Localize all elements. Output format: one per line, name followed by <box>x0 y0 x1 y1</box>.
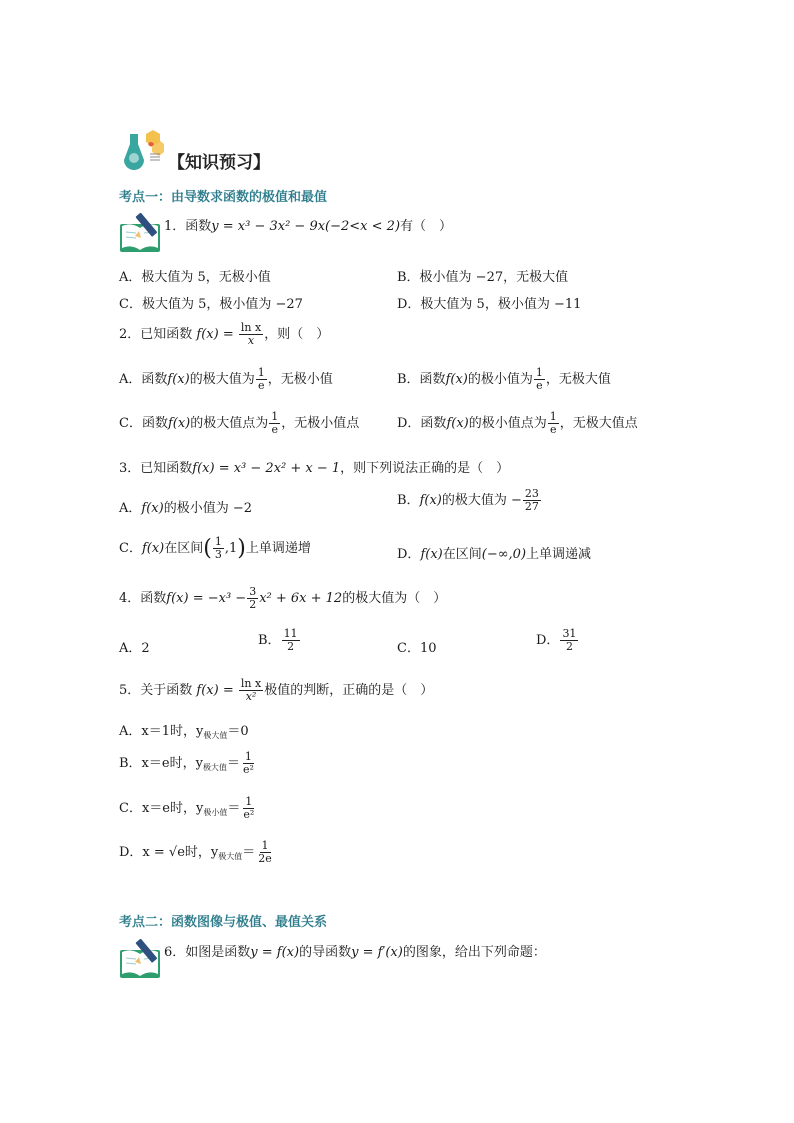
stem-text: 3．已知函数 <box>119 461 193 476</box>
denominator: 2 <box>249 598 257 611</box>
option-a <box>119 367 333 392</box>
denominator: e <box>271 423 279 436</box>
option-c: C．10 <box>397 641 437 656</box>
option-text: 的极大值为 <box>189 372 255 387</box>
option-text: C．x＝e时，y <box>119 801 204 816</box>
option-text: 的极小值点为 <box>468 416 547 431</box>
option-text: 的极小值为 <box>467 372 533 387</box>
paren-right: ) <box>237 536 246 561</box>
question-1-stem <box>164 215 452 234</box>
question-3-stem <box>119 457 509 476</box>
option-a <box>119 720 249 741</box>
numerator: 31 <box>562 627 577 640</box>
subscript: 极大值 <box>203 731 228 740</box>
formula: f(x) = <box>196 327 234 342</box>
subscript: 极小值 <box>203 808 228 817</box>
option-text: C．函数 <box>119 416 168 431</box>
stem-text: 1．函数 <box>164 219 212 234</box>
paren-left: ( <box>203 536 212 561</box>
option-text: B．x＝e时，y <box>119 756 203 771</box>
fraction <box>269 411 280 436</box>
denominator: e <box>549 423 557 436</box>
formula: x² + 6x + 12 <box>259 591 343 606</box>
numerator: ln x <box>240 677 262 690</box>
option-text: 在区间 <box>164 541 204 556</box>
denominator: x <box>247 334 255 347</box>
fraction <box>247 586 258 611</box>
option-text: 的极大值为 − <box>441 493 522 508</box>
section-heading: 考点二：函数图像与极值、最值关系 <box>119 915 328 930</box>
option-d <box>397 411 638 436</box>
denominator: 27 <box>524 500 539 513</box>
denominator: 2 <box>565 640 573 653</box>
option-d <box>119 840 275 865</box>
denominator: e <box>536 379 543 392</box>
option-text: ，无极大值 <box>545 372 611 387</box>
option-text: D． <box>536 633 560 648</box>
formula: f(x) <box>167 416 191 431</box>
formula: f(x) = <box>196 683 234 698</box>
stem-text: 2．已知函数 <box>119 327 193 342</box>
stem-text: 6．如图是函数 <box>164 945 251 960</box>
option-text: ，无极小值 <box>267 372 333 387</box>
option-b <box>119 751 257 776</box>
flask-icon <box>122 130 164 170</box>
formula: f(x) <box>419 493 442 508</box>
numerator: 1 <box>261 839 269 852</box>
formula: y = f′(x) <box>351 945 403 960</box>
stem-text: 4．函数 <box>119 591 167 606</box>
option-text: A． <box>119 501 142 516</box>
formula: f(x) <box>141 501 164 516</box>
option-text: B．函数 <box>397 372 446 387</box>
option-b <box>397 488 542 513</box>
option-text: D． <box>397 547 421 562</box>
question-6-stem <box>164 941 546 960</box>
numerator: 1 <box>271 410 279 423</box>
numerator: 1 <box>244 750 252 763</box>
numerator: 1 <box>549 410 557 423</box>
fraction <box>560 628 578 653</box>
numerator: 3 <box>249 585 257 598</box>
option-a <box>119 497 252 516</box>
formula: y = x³ − 3x² − 9x(−2<x < 2) <box>211 219 401 234</box>
option-a: A．2 <box>119 641 150 656</box>
fraction <box>239 322 263 347</box>
option-d <box>397 543 591 562</box>
formula: f(x) <box>420 547 443 562</box>
stem-text: 极值的判断，正确的是（ ） <box>264 683 434 698</box>
stem-text: 5．关于函数 <box>119 683 193 698</box>
numerator: 1 <box>535 366 543 379</box>
fraction <box>534 367 545 392</box>
option-text: B． <box>258 633 281 648</box>
fraction <box>256 840 274 865</box>
option-text: A．函数 <box>119 372 168 387</box>
option-b: B．极小值为 −27，无极大值 <box>397 270 569 285</box>
stem-text: 有（ ） <box>400 219 453 234</box>
option-a: A．极大值为 5，无极小值 <box>119 270 271 285</box>
option-b <box>258 628 301 653</box>
option-text: B． <box>397 493 420 508</box>
formula: f(x) <box>167 372 190 387</box>
stem-text: 的图象，给出下列命题： <box>402 945 546 960</box>
fraction <box>256 367 267 392</box>
numerator: 1 <box>214 535 222 548</box>
denominator: 2e <box>258 852 272 865</box>
option-text: ＝ <box>226 756 240 771</box>
stem-text: 的极大值为（ ） <box>342 591 447 606</box>
stem-text: ，则（ ） <box>264 327 330 342</box>
numerator: 23 <box>524 487 539 500</box>
option-text: ＝ <box>227 801 241 816</box>
option-text: C． <box>119 541 142 556</box>
formula: f(x) <box>446 416 469 431</box>
fraction <box>523 488 541 513</box>
fraction <box>213 536 224 561</box>
denominator: e² <box>243 808 255 821</box>
subscript: 极大值 <box>218 852 243 861</box>
question-2-stem <box>119 322 329 347</box>
denominator: x² <box>245 690 257 703</box>
denominator: 2 <box>287 640 295 653</box>
fraction <box>241 796 256 821</box>
option-text: ，无极大值点 <box>559 416 638 431</box>
denominator: e² <box>242 763 254 776</box>
option-text: D．函数 <box>397 416 447 431</box>
formula: f(x) <box>445 372 468 387</box>
option-b <box>397 367 611 392</box>
question-4-stem <box>119 586 446 611</box>
formula: f(x) = −x³ − <box>166 591 247 606</box>
question-5-stem <box>119 678 433 703</box>
option-d: D．极大值为 5，极小值为 −11 <box>397 297 582 312</box>
option-text: ＝ <box>242 845 256 860</box>
formula: f(x) = x³ − 2x² + x − 1 <box>192 461 341 476</box>
numerator: 11 <box>283 627 298 640</box>
formula: y = f(x) <box>250 945 300 960</box>
formula: (−∞,0) <box>481 547 527 562</box>
option-text: ＝0 <box>227 724 249 739</box>
option-text: D．x = √e时，y <box>119 845 219 860</box>
option-text: 的极小值为 −2 <box>163 501 252 516</box>
fraction <box>239 678 263 703</box>
option-c <box>119 411 359 436</box>
option-c <box>119 796 257 821</box>
option-d <box>536 628 579 653</box>
fraction <box>548 411 559 436</box>
option-text: 上单调递减 <box>526 547 592 562</box>
fraction <box>282 628 300 653</box>
option-text: 在区间 <box>442 547 482 562</box>
numerator: 1 <box>245 795 253 808</box>
option-text: ,1 <box>224 541 238 556</box>
page-title: 【知识预习】 <box>168 153 270 173</box>
numerator: 1 <box>257 366 265 379</box>
option-text: ，无极小值点 <box>281 416 360 431</box>
option-text: 上单调递增 <box>245 541 311 556</box>
option-text: 的极大值点为 <box>190 416 269 431</box>
book-pencil-icon <box>119 938 163 980</box>
formula: f(x) <box>141 541 165 556</box>
denominator: 3 <box>214 548 222 561</box>
stem-text: 的导函数 <box>299 945 352 960</box>
option-c <box>119 536 311 561</box>
fraction <box>241 751 256 776</box>
section-heading: 考点一：由导数求函数的极值和最值 <box>119 190 328 205</box>
option-text: A．x＝1时，y <box>119 724 204 739</box>
numerator: ln x <box>240 321 262 334</box>
stem-text: ，则下列说法正确的是（ ） <box>340 461 510 476</box>
option-c: C．极大值为 5，极小值为 −27 <box>119 297 303 312</box>
subscript: 极大值 <box>202 763 227 772</box>
denominator: e <box>257 379 265 392</box>
book-pencil-icon <box>119 212 163 254</box>
